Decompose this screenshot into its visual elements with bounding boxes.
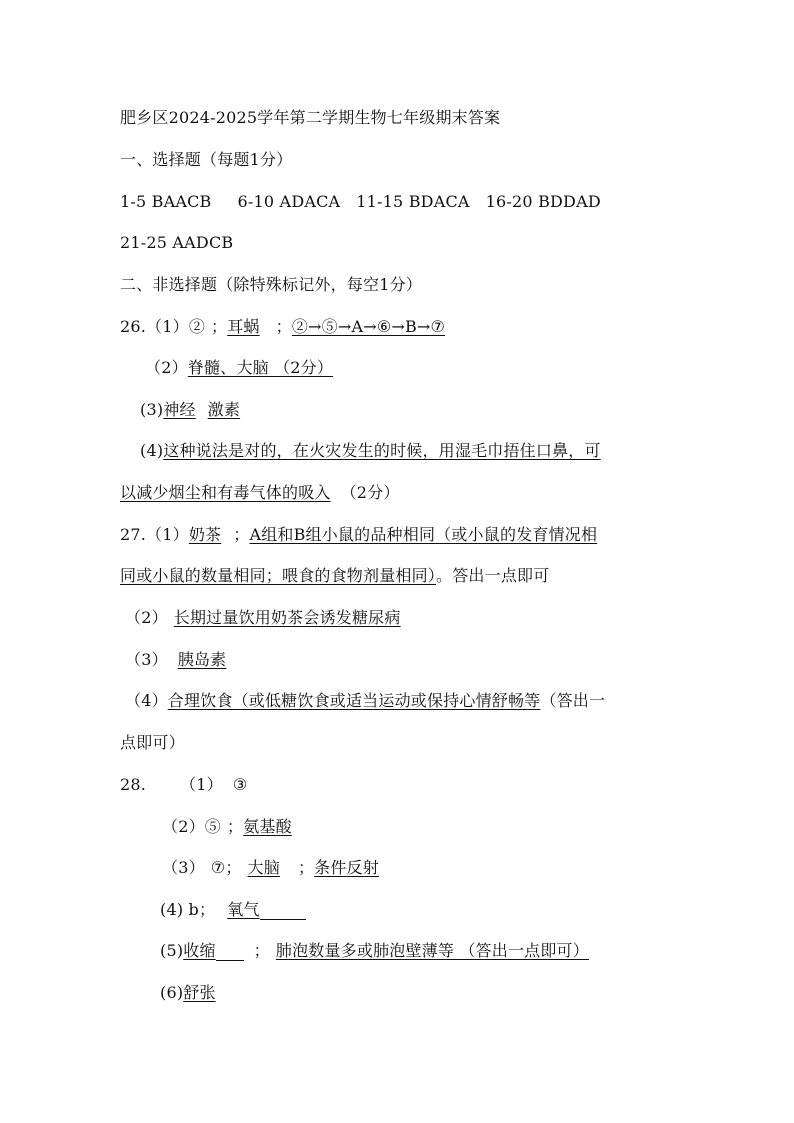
q28-part5-answer-b: 肺泡数量多或肺泡壁薄等 （答出一点即可）	[275, 941, 589, 960]
q26-part1: 26.（1）② ；耳蜗 ；②→⑤→A→⑥→B→⑦	[120, 317, 446, 336]
q26-part3: (3)神经 激素	[140, 400, 241, 419]
q28-part2: （2）⑤ ；氨基酸	[162, 817, 292, 836]
q27-part3-answer: 胰岛素	[177, 650, 227, 669]
q28-part6: (6)舒张	[160, 983, 216, 1002]
q26-part2: （2）脊髓、大脑 （2分）	[145, 358, 334, 377]
q26-part4-answer-line1: 这种说法是对的，在火灾发生的时候，用湿毛巾捂住口鼻，可	[163, 441, 601, 460]
q27-part4-answer: 合理饮食（或低糖饮食或适当运动或保持心情舒畅等	[167, 691, 541, 710]
mc-answer-21-25: 21-25 AADCB	[120, 233, 234, 252]
q28-part1-answer: ③	[232, 775, 248, 794]
mc-answer-16-20: 16-20 BDDAD	[485, 192, 601, 211]
q28-part1: 28. （1） ③	[120, 775, 248, 794]
q26-part1-answer-a: 耳蜗	[227, 317, 260, 336]
q28-part4-blank-line	[260, 901, 306, 920]
q26-part1-label: 26.（1）②	[120, 317, 206, 336]
q28-part4-answer: 氧气	[227, 900, 260, 919]
mc-answer-6-10: 6-10 ADACA	[237, 192, 341, 211]
q26-part3-answer-a: 神经	[163, 400, 196, 419]
q26-part4-answer-line2: 以减少烟尘和有毒气体的吸入	[120, 483, 331, 502]
q26-part4-cont	[120, 483, 400, 503]
q28-part3-answer-b: 大脑	[247, 858, 280, 877]
q27-part2: （2） 长期过量饮用奶茶会诱发糖尿病	[125, 608, 401, 627]
q27-part1-answer-a: 奶茶	[188, 525, 222, 544]
q26-part3-answer-b: 激素	[207, 400, 241, 419]
q28-part5-answer-a: 收缩	[183, 941, 216, 960]
section2-heading: 二、非选择题（除特殊标记外，每空1分）	[120, 275, 422, 294]
mc-answer-11-15: 11-15 BDACA	[356, 192, 470, 211]
q26-part4-score: （2分）	[340, 483, 400, 502]
q27-part1-cont: 同或小鼠的数量相同；喂食的食物剂量相同）。答出一点即可	[120, 566, 550, 585]
q28-part3: （3） ⑦； 大脑 ；条件反射	[162, 858, 379, 877]
q28-part4: (4) b； 氧气	[160, 900, 306, 920]
q28-part2-answer: 氨基酸	[243, 817, 292, 836]
q27-part4-cont: 点即可）	[120, 733, 185, 752]
section1-heading: 一、选择题（每题1分）	[120, 150, 293, 169]
q27-part1-answer-b: A组和B组小鼠的品种相同（或小鼠的发育情况相	[249, 525, 598, 544]
q27-part2-answer: 长期过量饮用奶茶会诱发糖尿病	[173, 608, 401, 627]
q27-part1: 27.（1）奶茶 ；A组和B组小鼠的品种相同（或小鼠的发育情况相	[120, 525, 598, 544]
q26-part1-answer-b: ②→⑤→A→⑥→B→⑦	[291, 317, 446, 336]
mc-answers-row1	[120, 192, 601, 212]
document-title: 肥乡区2024-2025学年第二学期生物七年级期末答案	[120, 108, 501, 127]
q28-part5: (5)收缩 ； 肺泡数量多或肺泡壁薄等 （答出一点即可）	[160, 941, 589, 960]
q27-part1-answer-c: 同或小鼠的数量相同；喂食的食物剂量相同）	[120, 566, 437, 585]
q28-part6-answer: 舒张	[183, 983, 216, 1002]
mc-answer-1-5: 1-5 BAACB	[120, 192, 212, 211]
q26-part4: (4)这种说法是对的，在火灾发生的时候，用湿毛巾捂住口鼻，可	[140, 441, 601, 460]
q26-part2-answer: 脊髓、大脑 （2分）	[187, 358, 334, 377]
q27-part4: （4）合理饮食（或低糖饮食或适当运动或保持心情舒畅等（答出一	[125, 691, 606, 710]
q28-part3-answer-c: 条件反射	[314, 858, 379, 877]
q27-part3: （3） 胰岛素	[125, 650, 227, 669]
